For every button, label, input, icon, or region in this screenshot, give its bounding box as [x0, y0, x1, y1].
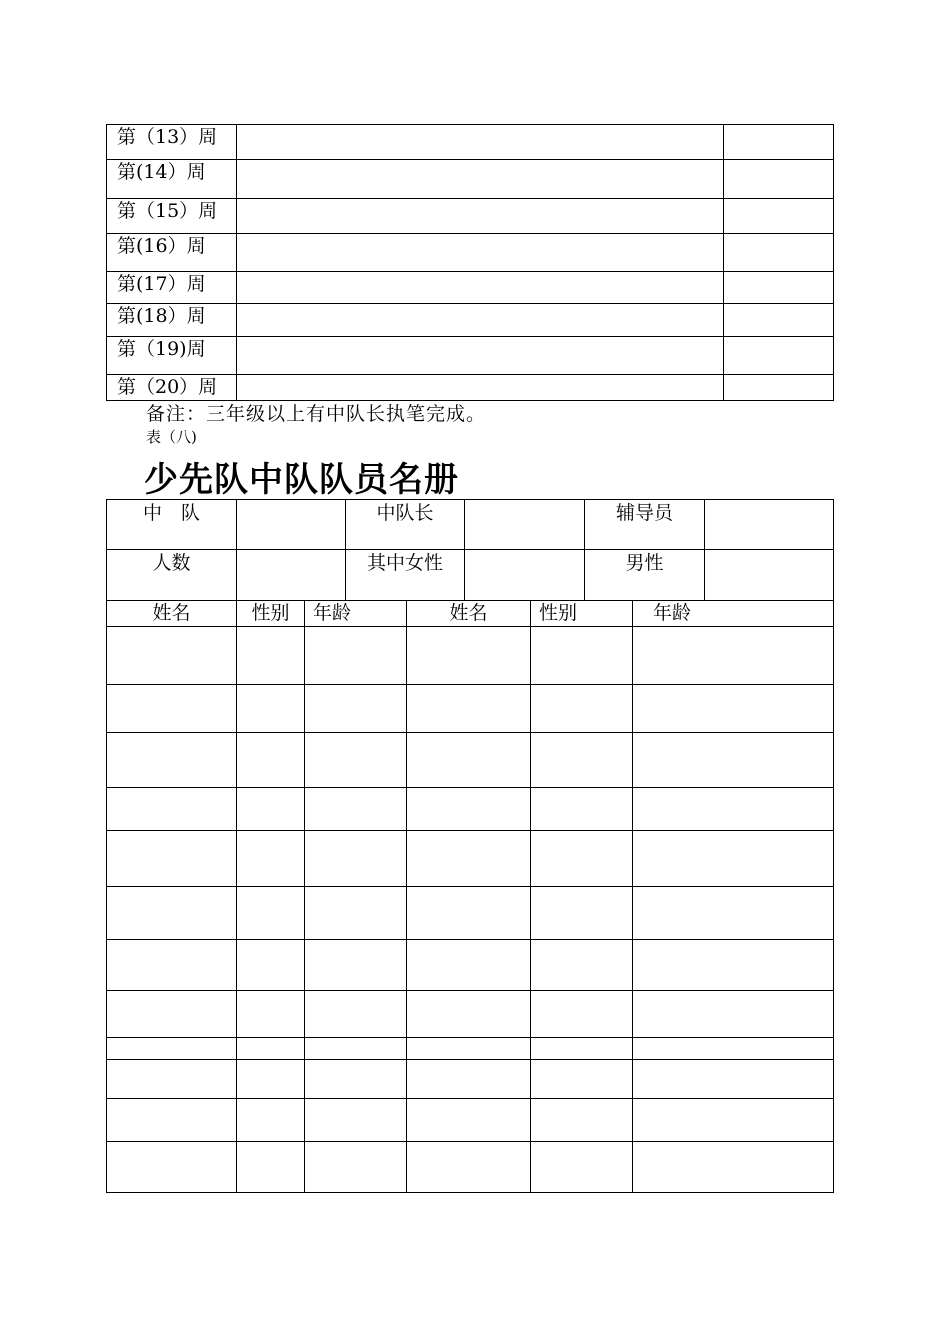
- squad-leader-field[interactable]: [465, 500, 585, 550]
- column-header-age: 年龄: [305, 601, 407, 627]
- age-cell[interactable]: [305, 1099, 407, 1142]
- week-content-cell[interactable]: [237, 272, 724, 304]
- female-field[interactable]: [465, 550, 585, 601]
- gender-cell[interactable]: [237, 627, 305, 685]
- column-header-age: 年龄: [633, 601, 834, 627]
- week-content-cell[interactable]: [237, 199, 724, 234]
- name-cell[interactable]: [107, 940, 237, 991]
- age-cell[interactable]: [305, 1038, 407, 1060]
- gender-cell[interactable]: [237, 1060, 305, 1099]
- week-extra-cell[interactable]: [724, 375, 834, 401]
- name-cell[interactable]: [107, 788, 237, 831]
- gender-cell[interactable]: [237, 831, 305, 887]
- column-header-name: 姓名: [107, 601, 237, 627]
- female-label: 其中女性: [346, 550, 465, 601]
- age-cell[interactable]: [633, 887, 834, 940]
- gender-cell[interactable]: [237, 887, 305, 940]
- week-label: 第(16）周: [107, 234, 237, 272]
- table-number: 表（八): [146, 428, 197, 446]
- table-row: [107, 627, 834, 685]
- name-cell[interactable]: [107, 685, 237, 733]
- table-row: [107, 887, 834, 940]
- name-cell[interactable]: [407, 788, 531, 831]
- name-cell[interactable]: [107, 1060, 237, 1099]
- column-header-gender: 性别: [237, 601, 305, 627]
- age-cell[interactable]: [633, 1038, 834, 1060]
- week-content-cell[interactable]: [237, 337, 724, 375]
- name-cell[interactable]: [107, 1038, 237, 1060]
- gender-cell[interactable]: [531, 1142, 633, 1193]
- name-cell[interactable]: [407, 1038, 531, 1060]
- age-cell[interactable]: [305, 685, 407, 733]
- age-cell[interactable]: [633, 1060, 834, 1099]
- gender-cell[interactable]: [531, 1060, 633, 1099]
- age-cell[interactable]: [633, 733, 834, 788]
- age-cell[interactable]: [633, 991, 834, 1038]
- gender-cell[interactable]: [237, 1099, 305, 1142]
- age-cell[interactable]: [633, 1099, 834, 1142]
- name-cell[interactable]: [107, 627, 237, 685]
- table-row: [107, 337, 834, 375]
- week-extra-cell[interactable]: [724, 160, 834, 199]
- week-content-cell[interactable]: [237, 234, 724, 272]
- age-cell[interactable]: [305, 831, 407, 887]
- week-extra-cell[interactable]: [724, 272, 834, 304]
- weekly-log-table: [106, 124, 834, 401]
- table-row: [107, 788, 834, 831]
- table-row: [107, 160, 834, 199]
- gender-cell[interactable]: [531, 627, 633, 685]
- gender-cell[interactable]: [531, 685, 633, 733]
- week-label: 第(17）周: [107, 272, 237, 304]
- table-row: [107, 1060, 834, 1099]
- squad-leader-label: 中队长: [346, 500, 465, 550]
- count-label: 人数: [107, 550, 237, 601]
- age-cell[interactable]: [305, 1142, 407, 1193]
- squad-label: 中 队: [107, 500, 237, 550]
- remark-note: 备注：三年级以上有中队长执笔完成。: [146, 403, 487, 425]
- age-cell[interactable]: [305, 627, 407, 685]
- name-cell[interactable]: [407, 1060, 531, 1099]
- table-row: [107, 940, 834, 991]
- name-cell[interactable]: [407, 627, 531, 685]
- week-label: 第（13）周: [107, 125, 237, 160]
- gender-cell[interactable]: [531, 991, 633, 1038]
- age-cell[interactable]: [633, 940, 834, 991]
- table-row: [107, 234, 834, 272]
- week-extra-cell[interactable]: [724, 125, 834, 160]
- name-cell[interactable]: [107, 831, 237, 887]
- name-cell[interactable]: [407, 685, 531, 733]
- gender-cell[interactable]: [237, 991, 305, 1038]
- week-content-cell[interactable]: [237, 125, 724, 160]
- gender-cell[interactable]: [531, 1099, 633, 1142]
- age-cell[interactable]: [305, 1060, 407, 1099]
- name-cell[interactable]: [107, 1142, 237, 1193]
- count-field[interactable]: [237, 550, 346, 601]
- gender-cell[interactable]: [237, 1142, 305, 1193]
- name-cell[interactable]: [107, 887, 237, 940]
- week-content-cell[interactable]: [237, 375, 724, 401]
- name-cell[interactable]: [407, 1142, 531, 1193]
- week-label: 第(14）周: [107, 160, 237, 199]
- age-cell[interactable]: [633, 627, 834, 685]
- counselor-field[interactable]: [705, 500, 834, 550]
- table-row: [107, 991, 834, 1038]
- week-label: 第（19)周: [107, 337, 237, 375]
- age-cell[interactable]: [305, 788, 407, 831]
- age-cell[interactable]: [305, 887, 407, 940]
- table-row: [107, 375, 834, 401]
- table-row: [107, 304, 834, 337]
- roster-header-table: [106, 499, 834, 601]
- table-row: [107, 1099, 834, 1142]
- age-cell[interactable]: [305, 733, 407, 788]
- column-header-name: 姓名: [407, 601, 531, 627]
- age-cell[interactable]: [633, 788, 834, 831]
- gender-cell[interactable]: [531, 831, 633, 887]
- name-cell[interactable]: [407, 1099, 531, 1142]
- age-cell[interactable]: [633, 685, 834, 733]
- table-row: [107, 272, 834, 304]
- squad-field[interactable]: [237, 500, 346, 550]
- gender-cell[interactable]: [531, 788, 633, 831]
- table-row: [107, 500, 834, 550]
- gender-cell[interactable]: [237, 685, 305, 733]
- counselor-label: 辅导员: [585, 500, 705, 550]
- age-cell[interactable]: [633, 831, 834, 887]
- gender-cell[interactable]: [531, 887, 633, 940]
- age-cell[interactable]: [305, 991, 407, 1038]
- table-row: [107, 685, 834, 733]
- gender-cell[interactable]: [237, 733, 305, 788]
- table-row: [107, 125, 834, 160]
- name-cell[interactable]: [407, 831, 531, 887]
- table-row: [107, 1038, 834, 1060]
- week-label: 第（15）周: [107, 199, 237, 234]
- week-content-cell[interactable]: [237, 160, 724, 199]
- week-label: 第（20）周: [107, 375, 237, 401]
- gender-cell[interactable]: [531, 733, 633, 788]
- table-row: [107, 199, 834, 234]
- gender-cell[interactable]: [531, 1038, 633, 1060]
- name-cell[interactable]: [407, 887, 531, 940]
- table-row: [107, 550, 834, 601]
- male-label: 男性: [585, 550, 705, 601]
- male-field[interactable]: [705, 550, 834, 601]
- name-cell[interactable]: [407, 991, 531, 1038]
- age-cell[interactable]: [633, 1142, 834, 1193]
- week-extra-cell[interactable]: [724, 199, 834, 234]
- table-row: [107, 733, 834, 788]
- gender-cell[interactable]: [237, 788, 305, 831]
- name-cell[interactable]: [407, 940, 531, 991]
- page-title: 少先队中队队员名册: [144, 460, 459, 500]
- week-label: 第(18）周: [107, 304, 237, 337]
- name-cell[interactable]: [107, 733, 237, 788]
- column-header-row: [107, 601, 834, 627]
- week-extra-cell[interactable]: [724, 234, 834, 272]
- gender-cell[interactable]: [531, 940, 633, 991]
- week-content-cell[interactable]: [237, 304, 724, 337]
- week-extra-cell[interactable]: [724, 337, 834, 375]
- table-row: [107, 1142, 834, 1193]
- table-row: [107, 831, 834, 887]
- name-cell[interactable]: [107, 1099, 237, 1142]
- column-header-gender: 性别: [531, 601, 633, 627]
- gender-cell[interactable]: [237, 940, 305, 991]
- week-extra-cell[interactable]: [724, 304, 834, 337]
- name-cell[interactable]: [407, 733, 531, 788]
- age-cell[interactable]: [305, 940, 407, 991]
- roster-member-table: [106, 600, 834, 1193]
- name-cell[interactable]: [107, 991, 237, 1038]
- gender-cell[interactable]: [237, 1038, 305, 1060]
